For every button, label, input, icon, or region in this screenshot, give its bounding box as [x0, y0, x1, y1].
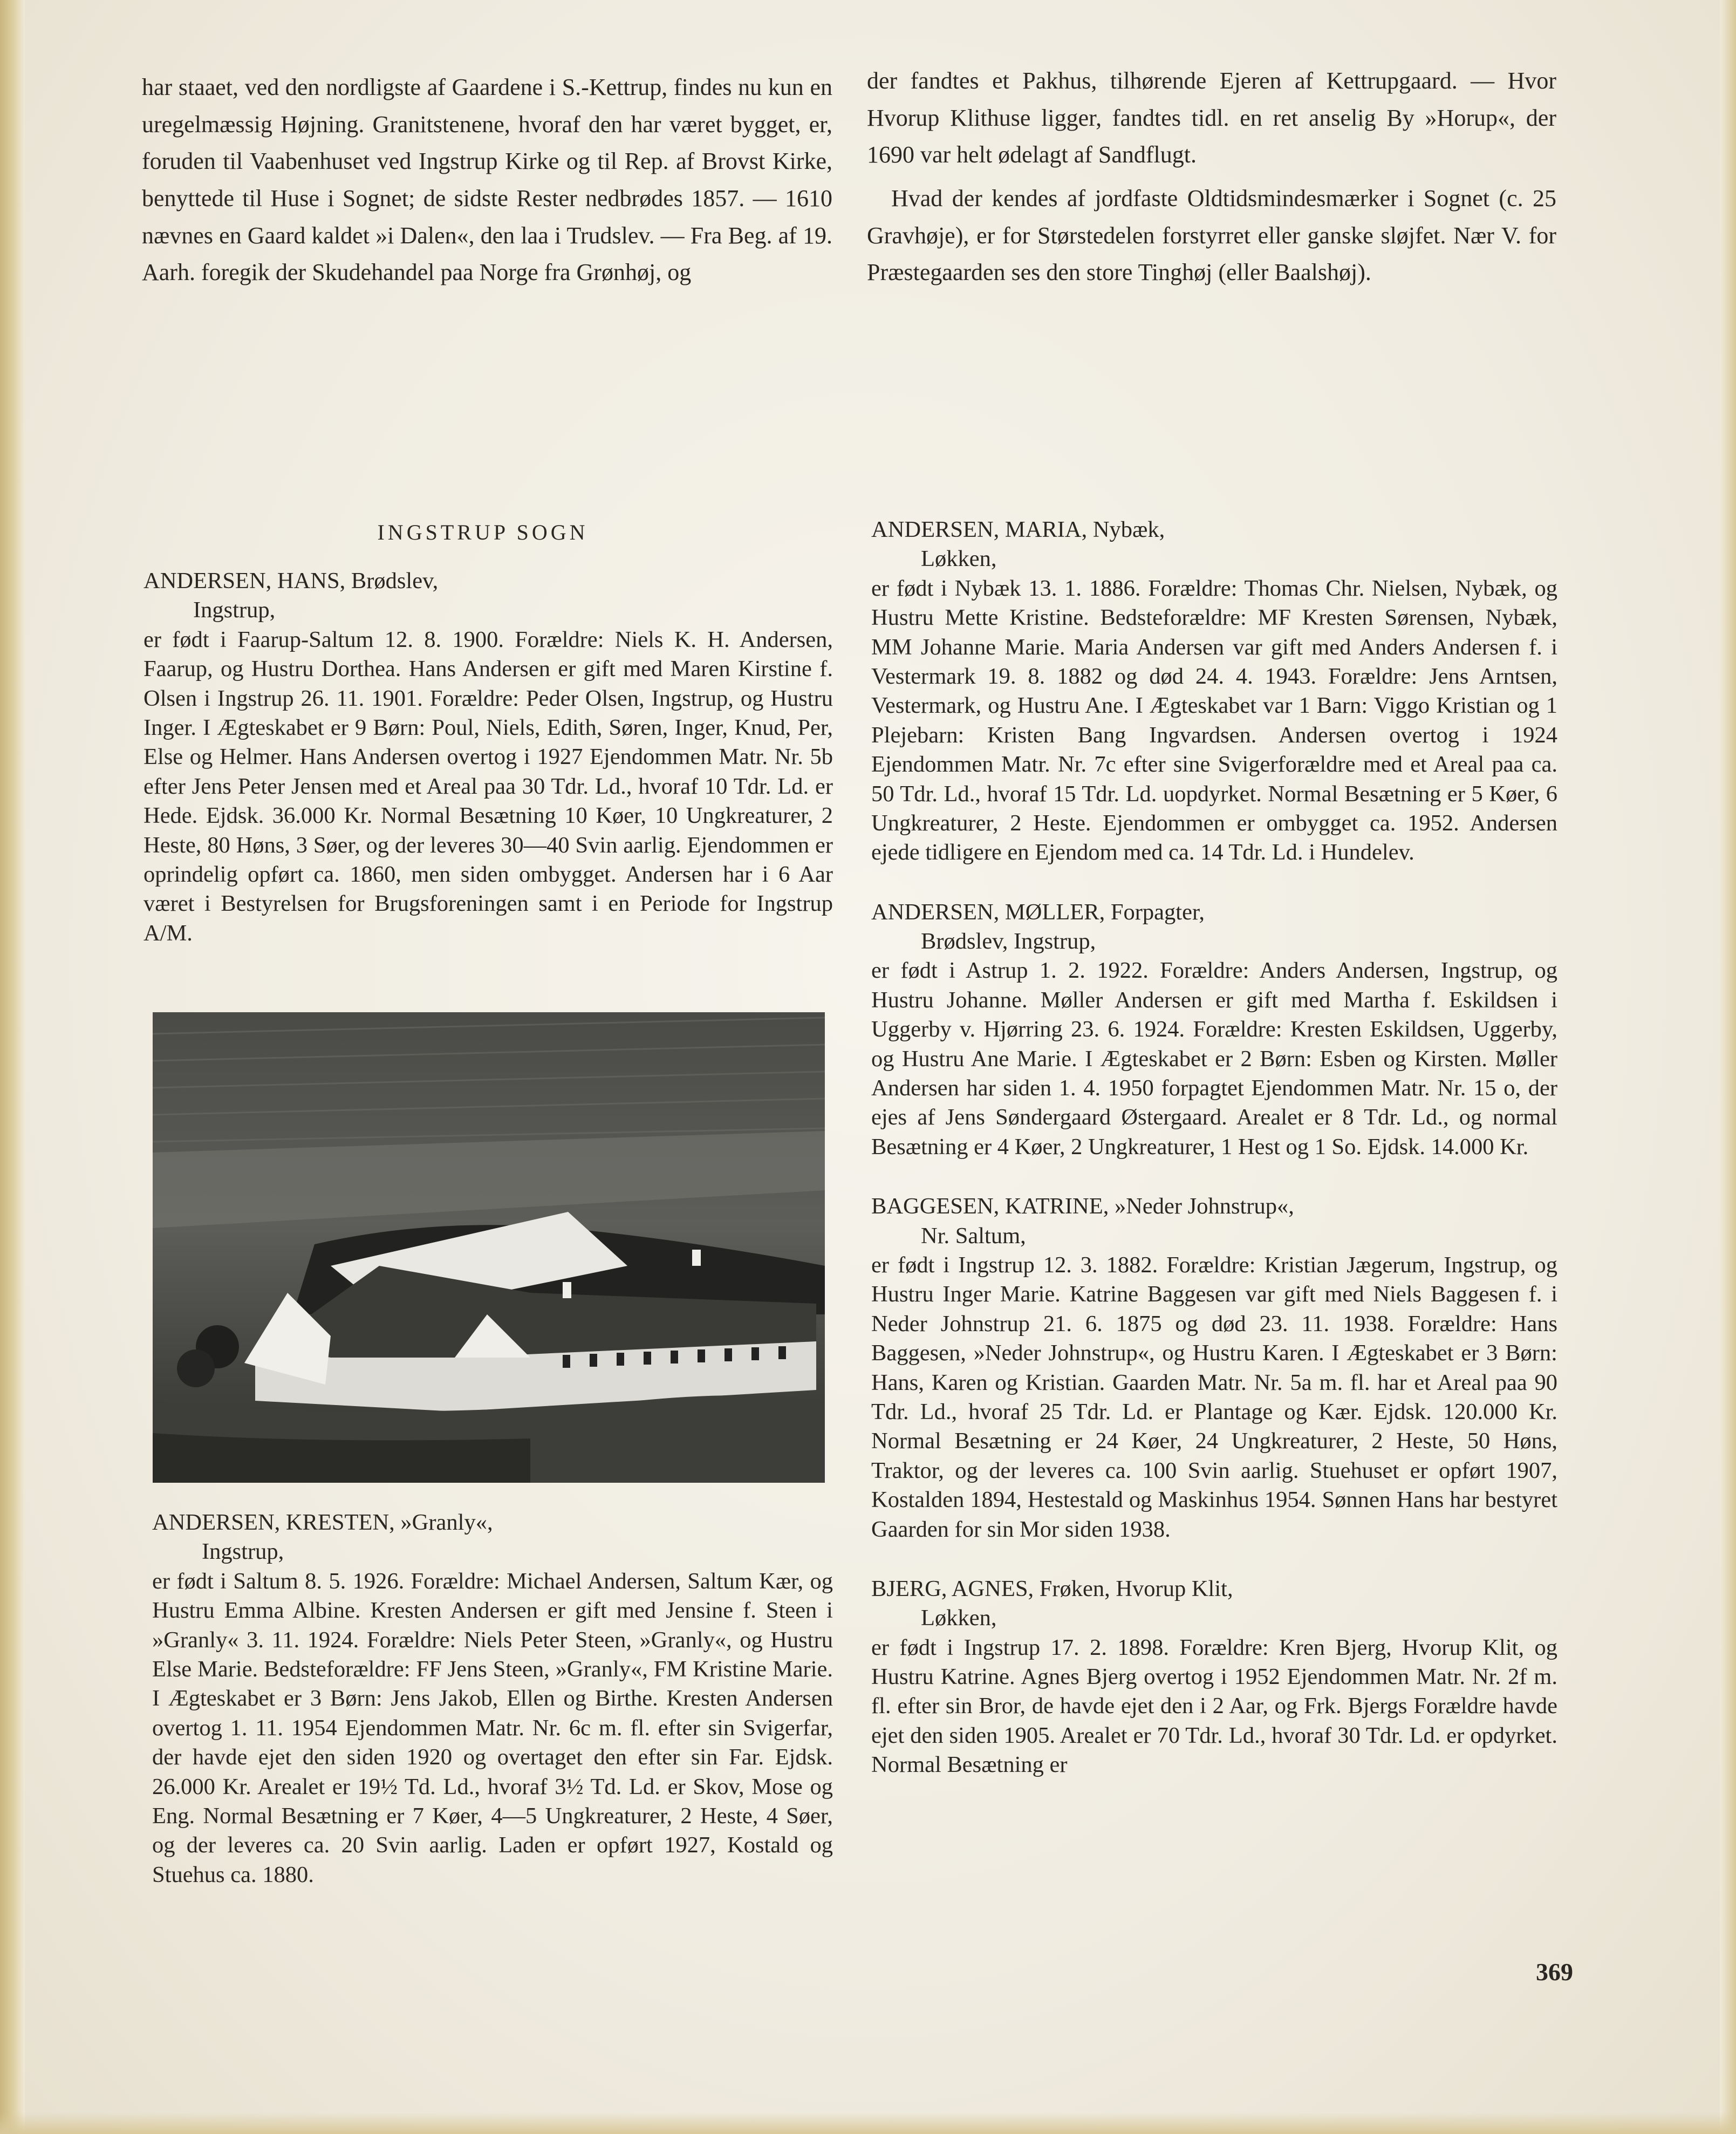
- page-number: 369: [1536, 1958, 1573, 1986]
- entry-heading: BJERG, AGNES, Frøken, Hvorup Klit,: [871, 1576, 1233, 1601]
- continuation-paragraph: har staaet, ved den nordligste af Gaardene i S.-Kettrup, findes nu kun en uregelmæssig Højning. Granitstenene, hvoraf den har været bygget, er, foruden til Vaabenhuset ved Ingstrup Kirke og til Rep. af Brovst Kirke, benyttede til Huse i Sognet; de sidste Rester nedbrødes 1857. — 1610 nævnes en Gaard kaldet »i Dalen«, den laa i Trudslev. — Fra Beg. af 19. Aarh. foregik der Skudehandel paa Norge fra Grønhøj, og: [142, 74, 832, 286]
- entry-heading: BAGGESEN, KATRINE, »Neder Johnstrup«,: [871, 1194, 1294, 1219]
- entry-body: er født i Saltum 8. 5. 1926. Forældre: Michael Andersen, Saltum Kær, og Hustru Emma Albine. Kresten Andersen er gift med Jensine f. Steen i »Granly« 3. 11. 1924. Forældre: Niels Peter Steen, »Granly«, og Hustru Else Marie. Bedsteforældre: FF Jens Steen, »Granly«, FM Kristine Marie. I Ægteskabet er 3 Børn: Jens Jakob, Ellen og Birthe. Kresten Andersen overtog 1. 11. 1954 Ejendommen Matr. Nr. 6c m. fl. efter sin Svigerfar, der havde ejet den siden 1920 og overtaget den efter sin Far. Ejdsk. 26.000 Kr. Arealet er 19½ Td. Ld., hvoraf 3½ Td. Ld. er Skov, Mose og Eng. Normal Besætning er 7 Køer, 4—5 Ungkreaturer, 2 Heste, 4 Søer, og der leveres ca. 20 Svin aarlig. Laden er opført 1927, Kostald og Stuehus ca. 1880.: [152, 1568, 833, 1887]
- entry-body: er født i Faarup-Saltum 12. 8. 1900. Forældre: Niels K. H. Andersen, Faarup, og Hustru Dorthea. Hans Andersen er gift med Maren Kirstine f. Olsen i Ingstrup 26. 11. 1901. Forældre: Peder Olsen, Ingstrup, og Hustru Inger. I Ægteskabet er 9 Børn: Poul, Niels, Edith, Søren, Inger, Knud, Per, Else og Helmer. Hans Andersen overtog i 1927 Ejendommen Matr. Nr. 5b efter Jens Peter Jensen med et Areal paa 30 Tdr. Ld., hvoraf 10 Tdr. Ld. er Hede. Ejdsk. 36.000 Kr. Normal Besætning 10 Køer, 10 Ungkreaturer, 2 Heste, 80 Høns, 3 Søer, og der leveres 30—40 Svin aarlig. Ejendommen er oprindelig opført ca. 1860, men siden ombygget. Andersen har i 6 Aar været i Bestyrelsen for Brugsforeningen samt i en Periode for Ingstrup A/M.: [143, 626, 833, 946]
- entry-body: er født i Ingstrup 17. 2. 1898. Forældre: Kren Bjerg, Hvorup Klit, og Hustru Katrine. Agnes Bjerg overtog i 1952 Ejendommen Matr. Nr. 2f m. fl. efter sin Bror, de havde ejet den i 2 Aar, og Frk. Bjergs Forældre havde ejet den siden 1905. Arealet er 70 Tdr. Ld., hvoraf 30 Tdr. Ld. er opdyrket. Normal Besætning er: [871, 1634, 1557, 1778]
- continuation-text-left: [142, 69, 832, 291]
- entry-andersen-moller: [871, 898, 1557, 1162]
- entry-body: er født i Nybæk 13. 1. 1886. Forældre: Thomas Chr. Nielsen, Nybæk, og Hustru Mette Kristine. Bedsteforældre: MF Kresten Sørensen, Nybæk, MM Johanne Marie. Maria Andersen var gift med Anders Andersen f. i Vestermark 19. 8. 1882 og død 24. 4. 1943. Forældre: Jens Arntsen, Vestermark, og Hustru Ane. I Ægteskabet var 1 Barn: Viggo Kristian og 1 Plejebarn: Kristen Bang Ingvardsen. Andersen overtog i 1924 Ejendommen Matr. Nr. 7c efter sine Svigerforældre med et Areal paa ca. 50 Tdr. Ld., hvoraf 15 Tdr. Ld. uopdyrket. Normal Besætning er 5 Køer, 6 Ungkreaturer, 2 Heste. Ejendommen er ombygget ca. 1952. Andersen ejede tidligere en Ejendom med ca. 14 Tdr. Ld. i Hundelev.: [871, 575, 1557, 865]
- entry-heading: ANDERSEN, KRESTEN, »Granly«,: [152, 1510, 493, 1535]
- entry-andersen-hans: [143, 567, 833, 948]
- continuation-paragraph-1: der fandtes et Pakhus, tilhørende Ejeren af Kettrupgaard. — Hvor Hvorup Klithuse ligger, fandtes tidl. en ret anselig By »Horup«, der 1690 var helt ødelagt af Sandflugt.: [867, 67, 1556, 168]
- entry-heading: ANDERSEN, HANS, Brødslev,: [143, 568, 439, 594]
- entry-body: er født i Ingstrup 12. 3. 1882. Forældre: Kristian Jægerum, Ingstrup, og Hustru Inger Marie. Katrine Baggesen var gift med Niels Baggesen f. i Neder Johnstrup 21. 6. 1875 og død 23. 11. 1938. Forældre: Hans Baggesen, »Neder Johnstrup«, og Hustru Karen. I Ægteskabet er 3 Børn: Hans, Karen og Kristian. Gaarden Matr. Nr. 5a m. fl. har et Areal paa 90 Tdr. Ld., hvoraf 25 Tdr. Ld. er Plantage og Kær. Ejdsk. 120.000 Kr. Normal Besætning er 24 Køer, 24 Ungkreaturer, 2 Heste, 50 Høns, Traktor, og der leveres ca. 100 Svin aarlig. Stuehuset er opført 1907, Kostalden 1894, Hestestald og Maskinhus 1954. Sønnen Hans har bestyret Gaarden for sin Mor siden 1938.: [871, 1252, 1557, 1542]
- entry-baggesen-katrine: [871, 1192, 1557, 1544]
- entry-place: Løkken,: [921, 1605, 997, 1631]
- entry-andersen-kresten: [152, 1508, 833, 1890]
- entry-heading: ANDERSEN, MARIA, Nybæk,: [871, 517, 1165, 542]
- entry-place: Nr. Saltum,: [921, 1223, 1026, 1249]
- continuation-paragraph-2: Hvad der kendes af jordfaste Oldtidsmindesmærker i Sognet (c. 25 Gravhøje), er for Størstedelen forstyrret eller ganske sløjfet. Nær V. for Præstegaarden ses den store Tinghøj (eller Baalshøj).: [867, 185, 1556, 286]
- entry-body: er født i Astrup 1. 2. 1922. Forældre: Anders Andersen, Ingstrup, og Hustru Johanne. Møller Andersen er gift med Martha f. Eskildsen i Uggerby v. Hjørring 23. 6. 1924. Forældre: Kresten Eskildsen, Uggerby, og Hustru Ane Marie. I Ægteskabet er 2 Børn: Esben og Kirsten. Møller Andersen har siden 1. 4. 1950 forpagtet Ejendommen Matr. Nr. 15 o, der ejes af Jens Søndergaard Østergaard. Arealet er 8 Tdr. Ld., og normal Besætning er 4 Køer, 2 Ungkreaturer, 1 Hest og 1 So. Ejdsk. 14.000 Kr.: [871, 958, 1557, 1160]
- entry-place: Ingstrup,: [193, 597, 276, 623]
- left-column-upper: [143, 567, 833, 948]
- farm-photograph: [153, 1012, 825, 1483]
- section-title: INGSTRUP SOGN: [377, 520, 589, 544]
- entry-bjerg-agnes: [871, 1574, 1557, 1780]
- page-bottom-edge: [0, 2112, 1736, 2134]
- right-column: [871, 515, 1557, 1780]
- left-column-lower: [152, 1508, 833, 1890]
- entry-place: Løkken,: [921, 546, 997, 572]
- page-right-edge: [1720, 0, 1736, 2134]
- continuation-text-right: [867, 63, 1556, 291]
- entry-place: Ingstrup,: [202, 1539, 284, 1565]
- entry-heading: ANDERSEN, MØLLER, Forpagter,: [871, 899, 1205, 925]
- entry-andersen-maria: [871, 515, 1557, 868]
- entry-place: Brødslev, Ingstrup,: [921, 929, 1096, 954]
- page-left-edge: [0, 0, 25, 2134]
